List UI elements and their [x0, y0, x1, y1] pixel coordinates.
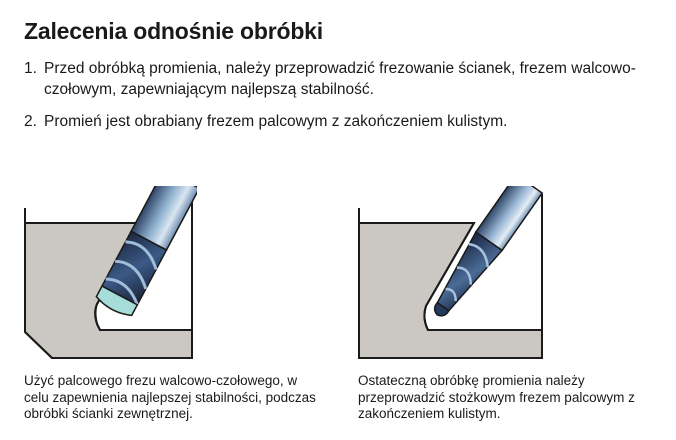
list-item	[24, 58, 664, 100]
figure-end-mill-wall	[22, 186, 197, 362]
step-text: Przed obróbką promienia, należy przeprowadzić frezowanie ścianek, frezem walcowo-czołowym, zapewniającym najlepszą stabilność.	[44, 60, 636, 98]
figure-ball-nose-taper	[356, 186, 546, 362]
page-title: Zalecenia odnośnie obróbki	[24, 18, 323, 44]
ball-nose-taper-illustration	[356, 186, 546, 362]
list-item	[24, 111, 664, 132]
step-number: 1.	[24, 60, 37, 77]
recommendation-list	[24, 58, 664, 143]
step-text: Promień jest obrabiany frezem palcowym z zakończeniem kulistym.	[44, 113, 508, 130]
figure-caption: Użyć palcowego frezu walcowo-czołowego, w celu zapewnienia najlepszej stabilności, podczas obróbki ścianki zewnętrznej.	[24, 373, 316, 421]
end-mill-wall-illustration	[22, 186, 197, 362]
figure-caption: Ostateczną obróbkę promienia należy przeprowadzić stożkowym frezem palcowym z zakończeniem kulistym.	[358, 373, 635, 421]
step-number: 2.	[24, 113, 37, 130]
